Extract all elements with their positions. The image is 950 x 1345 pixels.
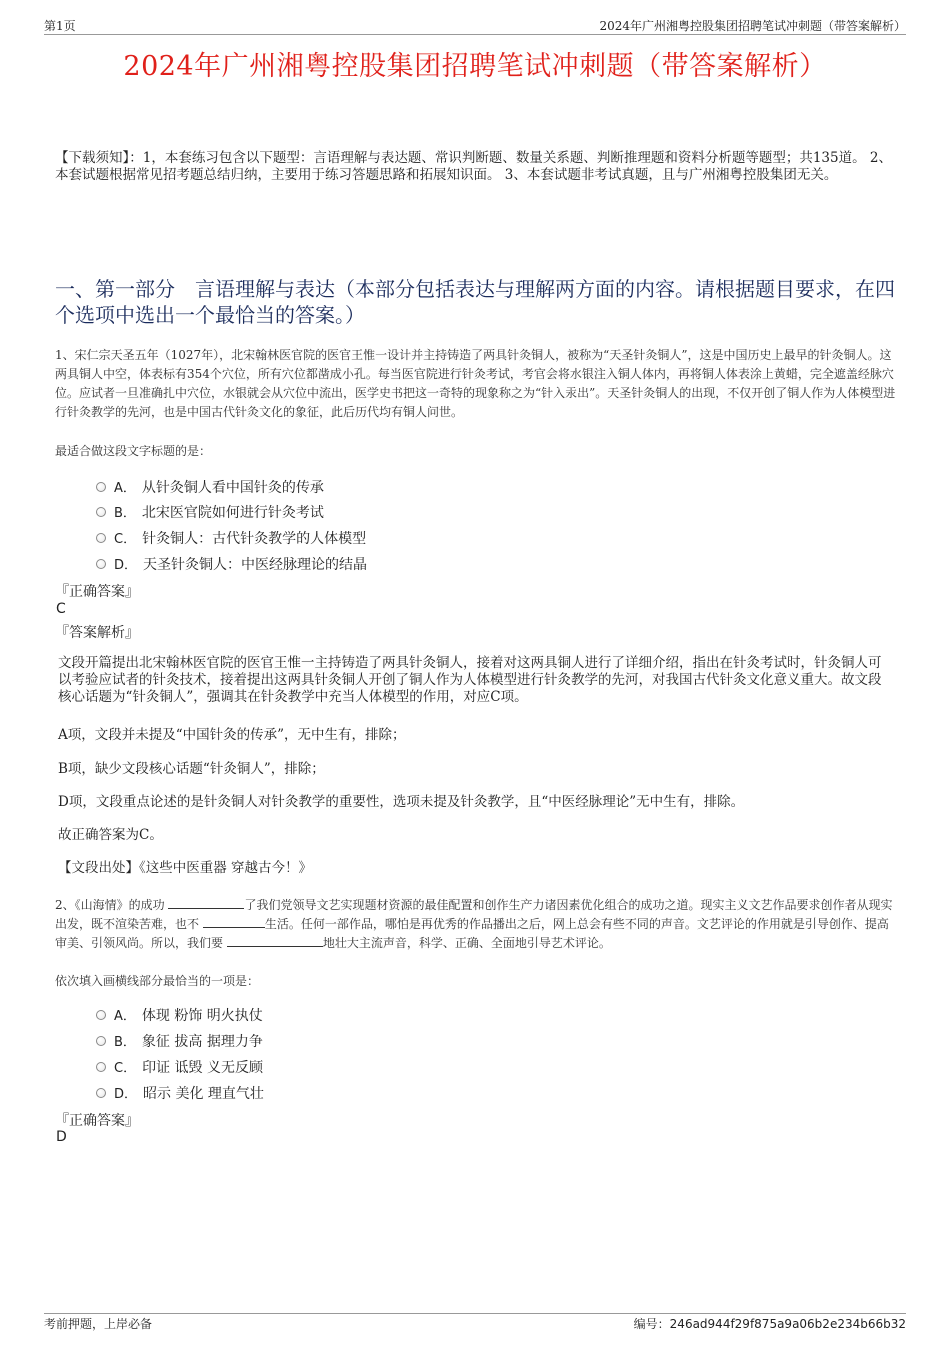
radio-icon[interactable] (96, 1062, 106, 1072)
q1-option-a[interactable]: A． 从针灸铜人看中国针灸的传承 (96, 477, 324, 497)
fill-blank-1 (168, 896, 244, 909)
header-doc-title: 2024年广州湘粤控股集团招聘笔试冲刺题（带答案解析） (599, 19, 906, 33)
radio-icon[interactable] (96, 507, 106, 517)
q1-source: 【文段出处】《这些中医重器 穿越古今！》 (58, 860, 313, 876)
document-code: 246ad944f29f875a9a06b2e234b66b32 (669, 1317, 906, 1331)
radio-icon[interactable] (96, 1036, 106, 1046)
q2-answer-value: D (56, 1129, 67, 1145)
q1-answer-label: 『正确答案』 (55, 584, 139, 600)
radio-icon[interactable] (96, 559, 106, 569)
radio-icon[interactable] (96, 1010, 106, 1020)
footer-code: 编号：246ad944f29f875a9a06b2e234b66b32 (633, 1317, 906, 1331)
question-2-text: 2、《山海情》的成功 了我们党领导文艺实现题材资源的最佳配置和创作生产力诸因素优化组合的成功之道。现实主义文艺作品要求创作者从现实出发，既不渲染苦难，也不 生活。任何一部作品，哪怕是再优秀的作品播出之后，网上总会有些不同的声音。文艺评论的作用就是引导创作、提高审美、引领风尚。所以，我们要 地壮大主流声音，科学、正确、全面地引导艺术评论。 (55, 898, 893, 950)
q2-option-b[interactable]: B． 象征 拔高 据理力争 (96, 1031, 263, 1051)
radio-icon[interactable] (96, 482, 106, 492)
footer-divider (44, 1313, 906, 1314)
q2-option-a[interactable]: A． 体现 粉饰 明火执仗 (96, 1005, 263, 1025)
page-title: 2024年广州湘粤控股集团招聘笔试冲刺题（带答案解析） (123, 51, 827, 82)
q1-analysis-option-a: A项，文段并未提及“中国针灸的传承”，无中生有，排除； (58, 727, 406, 743)
section-heading: 一、第一部分 言语理解与表达（本部分包括表达与理解两方面的内容。请根据题目要求，在四个选项中选出一个最恰当的答案。） (55, 277, 895, 327)
q1-option-d[interactable]: D． 天圣针灸铜人：中医经脉理论的结晶 (96, 554, 367, 574)
q1-analysis-conclusion: 故正确答案为C。 (58, 827, 163, 843)
radio-icon[interactable] (96, 1088, 106, 1098)
q1-answer-value: C (56, 601, 66, 617)
page-number: 第1页 (44, 19, 76, 33)
question-1-prompt: 最适合做这段文字标题的是： (55, 444, 212, 458)
question-1-text: 1、宋仁宗天圣五年（1027年），北宋翰林医官院的医官王惟一设计并主持铸造了两具针灸铜人，被称为“天圣针灸铜人”，这是中国历史上最早的针灸铜人。这两具铜人中空，体表标有354个穴位，所有穴位都凿成小孔。每当医官院进行针灸考试，考官会将水银注入铜人体内，再将铜人体表涂上黄蜡，完全遮盖经脉穴位。应试者一旦准确扎中穴位，水银就会从穴位中流出，医学史书把这一奇特的现象称之为“针入汞出”。天圣针灸铜人的出现，不仅开创了铜人作为人体模型进行针灸教学的先河，也是中国古代针灸文化的象征，此后历代均有铜人问世。 (55, 348, 896, 419)
footer-slogan: 考前押题，上岸必备 (44, 1317, 153, 1331)
q2-option-c[interactable]: C． 印证 诋毁 义无反顾 (96, 1057, 263, 1077)
q1-option-c[interactable]: C． 针灸铜人：古代针灸教学的人体模型 (96, 528, 366, 548)
q2-option-d[interactable]: D． 昭示 美化 理直气壮 (96, 1083, 264, 1103)
q1-option-b[interactable]: B． 北宋医官院如何进行针灸考试 (96, 502, 324, 522)
q1-analysis-paragraph: 文段开篇提出北宋翰林医官院的医官王惟一主持铸造了两具针灸铜人，接着对这两具铜人进行了详细介绍，指出在针灸考试时，针灸铜人可以考验应试者的针灸技术，接着提出这两具针灸铜人开创了铜人作为人体模型进行针灸教学的先河，对我国古代针灸文化意义重大。故文段核心话题为“针灸铜人”，强调其在针灸教学中充当人体模型的作用，对应C项。 (58, 655, 882, 705)
q1-analysis-option-b: B项，缺少文段核心话题“针灸铜人”，排除； (58, 761, 325, 777)
q2-answer-label: 『正确答案』 (55, 1113, 139, 1129)
fill-blank-3 (227, 934, 323, 947)
q1-analysis-option-d: D项，文段重点论述的是针灸铜人对针灸教学的重要性，选项未提及针灸教学，且“中医经脉理论”无中生有，排除。 (58, 794, 745, 810)
header-divider (44, 34, 906, 35)
q1-analysis-label: 『答案解析』 (55, 625, 139, 641)
question-2-prompt: 依次填入画横线部分最恰当的一项是： (55, 974, 260, 988)
download-notice: 【下载须知】：1，本套练习包含以下题型：言语理解与表达题、常识判断题、数量关系题、判断推理题和资料分析题等题型；共135道。 2、本套试题根据常见招考题总结归纳，主要用于练习答题思路和拓展知识面。 3、本套试题非考试真题，且与广州湘粤控股集团无关。 (55, 150, 892, 183)
fill-blank-2 (203, 915, 265, 928)
radio-icon[interactable] (96, 533, 106, 543)
